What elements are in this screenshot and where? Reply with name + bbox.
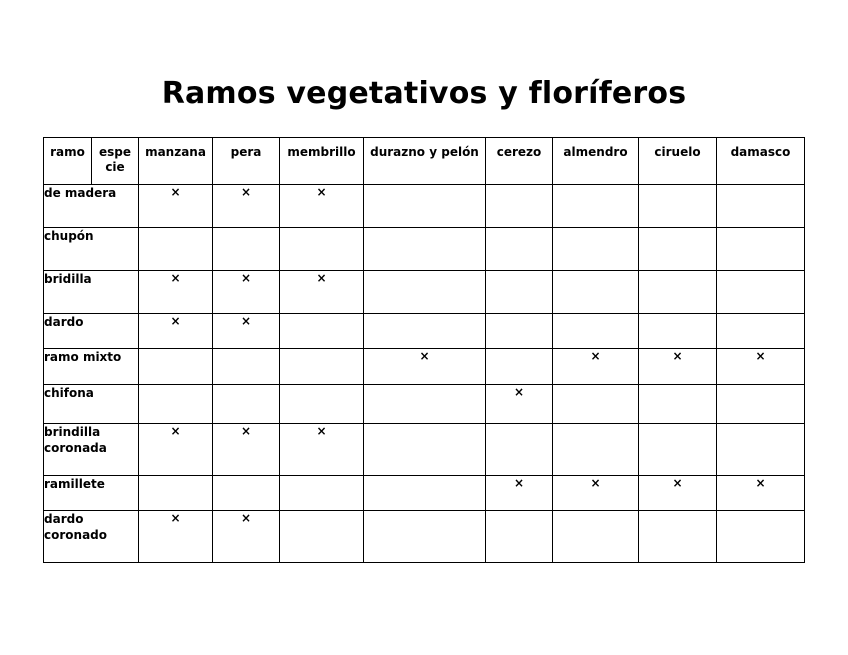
table-row xyxy=(44,185,805,228)
table-cell xyxy=(553,228,639,271)
table-cell xyxy=(639,511,717,563)
row-label: ramo mixto xyxy=(44,349,139,385)
table-cell xyxy=(486,511,553,563)
table-cell xyxy=(280,476,364,511)
header-species: pera xyxy=(213,138,280,185)
table-cell xyxy=(139,476,213,511)
table-row xyxy=(44,385,805,424)
table-cell xyxy=(139,385,213,424)
table-cell xyxy=(139,185,213,228)
table-cell xyxy=(364,271,486,314)
table-cell xyxy=(553,511,639,563)
cross-mark-icon: × xyxy=(419,349,430,363)
row-label: chifona xyxy=(44,385,139,424)
table-cell xyxy=(213,476,280,511)
table-row xyxy=(44,476,805,511)
table-row xyxy=(44,271,805,314)
table-cell xyxy=(639,185,717,228)
table-cell xyxy=(364,424,486,476)
table-cell xyxy=(364,349,486,385)
cross-mark-icon: × xyxy=(240,511,252,525)
cross-mark-icon: × xyxy=(755,476,766,490)
table-cell xyxy=(364,385,486,424)
table-cell xyxy=(139,271,213,314)
table-cell xyxy=(486,314,553,349)
table-cell xyxy=(213,228,280,271)
table-cell xyxy=(553,424,639,476)
table-cell xyxy=(213,271,280,314)
table-cell xyxy=(717,385,805,424)
row-label: de madera xyxy=(44,185,139,228)
table-cell xyxy=(486,228,553,271)
table-cell xyxy=(553,185,639,228)
cross-mark-icon: × xyxy=(240,314,252,328)
header-species: ciruelo xyxy=(639,138,717,185)
table-cell xyxy=(717,314,805,349)
header-ramo: ramo xyxy=(44,138,92,185)
row-label: dardo coronado xyxy=(44,511,139,563)
header-species: cerezo xyxy=(486,138,553,185)
table-cell xyxy=(553,271,639,314)
cross-mark-icon: × xyxy=(590,476,601,490)
table-cell xyxy=(486,424,553,476)
table-cell xyxy=(364,228,486,271)
cross-mark-icon: × xyxy=(316,271,327,285)
table-row xyxy=(44,228,805,271)
table-cell xyxy=(486,185,553,228)
table-cell xyxy=(280,314,364,349)
table-cell xyxy=(717,228,805,271)
table-cell xyxy=(364,185,486,228)
cross-mark-icon: × xyxy=(170,314,181,328)
cross-mark-icon: × xyxy=(672,476,683,490)
table-cell xyxy=(213,349,280,385)
table-cell xyxy=(280,228,364,271)
table-cell xyxy=(639,424,717,476)
table-cell xyxy=(280,271,364,314)
table-cell xyxy=(280,511,364,563)
row-label: chupón xyxy=(44,228,139,271)
cross-mark-icon: × xyxy=(316,185,327,199)
header-species: manzana xyxy=(139,138,213,185)
table-cell xyxy=(139,511,213,563)
table-row xyxy=(44,314,805,349)
header-species: damasco xyxy=(717,138,805,185)
table-row xyxy=(44,511,805,563)
table-cell xyxy=(213,385,280,424)
row-label: bridilla xyxy=(44,271,139,314)
table-cell xyxy=(639,349,717,385)
cross-mark-icon: × xyxy=(240,271,252,285)
table-cell xyxy=(280,385,364,424)
table-cell xyxy=(717,185,805,228)
header-especie: espe cie xyxy=(92,138,139,185)
table-cell xyxy=(717,476,805,511)
table-cell xyxy=(639,228,717,271)
table-cell xyxy=(553,476,639,511)
table-cell xyxy=(639,271,717,314)
table-cell xyxy=(639,476,717,511)
cross-mark-icon: × xyxy=(240,185,252,199)
table-cell xyxy=(717,511,805,563)
cross-mark-icon: × xyxy=(170,271,181,285)
cross-mark-icon: × xyxy=(170,185,181,199)
cross-mark-icon: × xyxy=(240,424,252,438)
table-cell xyxy=(717,271,805,314)
table-cell xyxy=(639,314,717,349)
table-cell xyxy=(139,349,213,385)
table-cell xyxy=(213,424,280,476)
table-row xyxy=(44,424,805,476)
cross-mark-icon: × xyxy=(316,424,327,438)
table-cell xyxy=(553,385,639,424)
table-cell xyxy=(553,314,639,349)
cross-mark-icon: × xyxy=(170,511,181,525)
table-cell xyxy=(639,385,717,424)
cross-mark-icon: × xyxy=(513,385,525,399)
table-cell xyxy=(213,314,280,349)
row-label: dardo xyxy=(44,314,139,349)
cross-mark-icon: × xyxy=(590,349,601,363)
table-cell xyxy=(213,511,280,563)
table-cell xyxy=(139,228,213,271)
header-species: almendro xyxy=(553,138,639,185)
cross-mark-icon: × xyxy=(672,349,683,363)
table-cell xyxy=(717,349,805,385)
row-label: ramillete xyxy=(44,476,139,511)
table-cell xyxy=(717,424,805,476)
table-cell xyxy=(486,271,553,314)
table-cell xyxy=(364,314,486,349)
cross-mark-icon: × xyxy=(170,424,181,438)
table-cell xyxy=(486,385,553,424)
table-cell xyxy=(364,476,486,511)
table-cell xyxy=(486,476,553,511)
table-cell xyxy=(486,349,553,385)
header-species: membrillo xyxy=(280,138,364,185)
species-table xyxy=(43,137,805,563)
header-row xyxy=(44,138,805,185)
table-cell xyxy=(139,314,213,349)
table-cell xyxy=(280,185,364,228)
table-cell xyxy=(213,185,280,228)
table-cell xyxy=(280,424,364,476)
header-species: durazno y pelón xyxy=(364,138,486,185)
cross-mark-icon: × xyxy=(513,476,525,490)
table-cell xyxy=(553,349,639,385)
table-row xyxy=(44,349,805,385)
table-cell xyxy=(280,349,364,385)
page-title: Ramos vegetativos y floríferos xyxy=(161,76,687,111)
table-cell xyxy=(139,424,213,476)
cross-mark-icon: × xyxy=(755,349,766,363)
table-cell xyxy=(364,511,486,563)
row-label: brindilla coronada xyxy=(44,424,139,476)
